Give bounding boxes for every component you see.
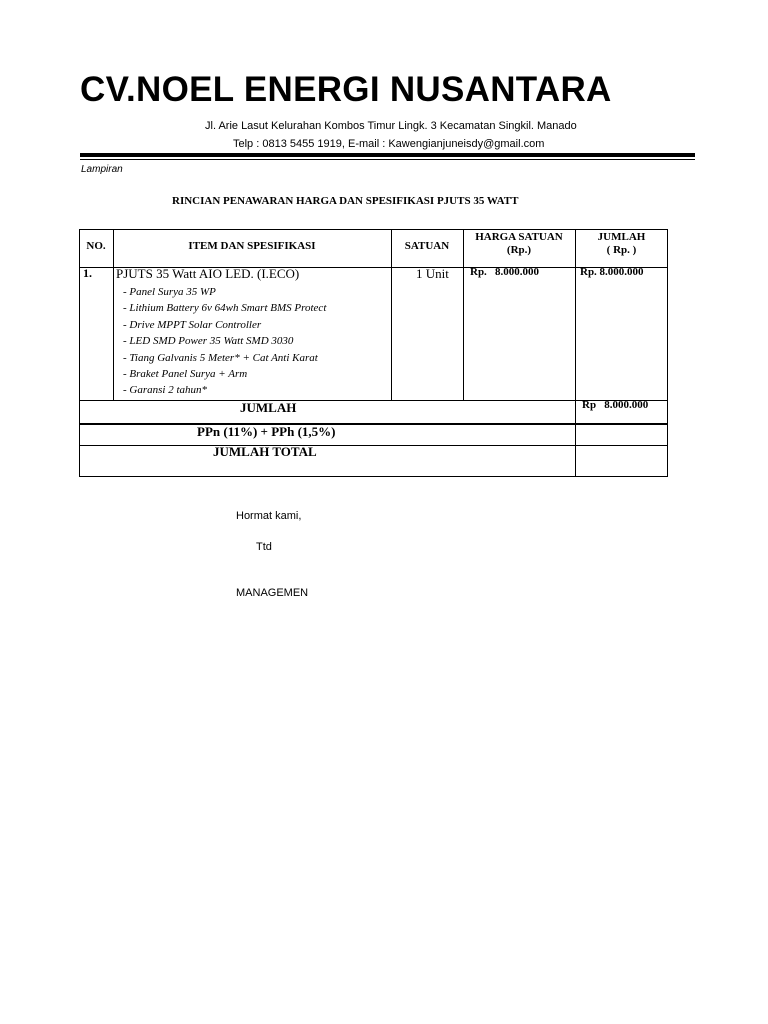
col-divider-harga — [575, 230, 576, 477]
row-satuan: 1 Unit — [416, 266, 449, 281]
spec-item: - Braket Panel Surya + Arm — [123, 368, 248, 381]
header-divider-thick — [80, 153, 695, 157]
spec-item: - LED SMD Power 35 Watt SMD 3030 — [123, 335, 294, 348]
header-divider-thin — [80, 159, 695, 160]
spec-item: - Drive MPPT Solar Controller — [123, 318, 262, 331]
company-name: CV.NOEL ENERGI NUSANTARA — [80, 70, 612, 109]
table-row-divider — [80, 400, 667, 401]
ttd-text: Ttd — [256, 541, 272, 553]
summary-jumlah-label: JUMLAH — [240, 400, 297, 415]
header-harga-line1: HARGA SATUAN — [475, 231, 563, 243]
company-address: Jl. Arie Lasut Kelurahan Kombos Timur Lingk. 3 Kecamatan Singkil. Manado — [205, 120, 577, 132]
row-no: 1. — [83, 266, 92, 280]
row-jumlah: Rp. 8.000.000 — [580, 266, 644, 278]
summary-jumlah-value: Rp 8.000.000 — [582, 399, 649, 411]
header-jumlah-line2: ( Rp. ) — [606, 244, 637, 256]
company-contact: Telp : 0813 5455 1919, E-mail : Kawengianjuneisdy@gmail.com — [233, 138, 545, 150]
summary-total-label: JUMLAH TOTAL — [213, 444, 317, 459]
header-satuan: SATUAN — [404, 240, 450, 252]
signatory-name: MANAGEMEN — [236, 587, 309, 599]
col-divider-no — [113, 230, 114, 400]
row-harga: Rp. 8.000.000 — [470, 266, 540, 278]
spec-item: - Panel Surya 35 WP — [123, 286, 216, 298]
table-jumlah-divider — [80, 423, 667, 425]
spec-item: - Tiang Galvanis 5 Meter* + Cat Anti Karat — [123, 351, 318, 364]
closing-text: Hormat kami, — [236, 510, 302, 522]
col-divider-item — [391, 230, 392, 400]
table-tax-divider — [80, 445, 667, 446]
document-title: RINCIAN PENAWARAN HARGA DAN SPESIFIKASI PJUTS 35 WATT — [172, 195, 519, 207]
lampiran-label: Lampiran — [81, 164, 123, 175]
header-jumlah-line1: JUMLAH — [597, 231, 646, 243]
header-harga-line2: (Rp.) — [506, 244, 532, 256]
spec-list — [123, 284, 326, 399]
summary-tax-label: PPn (11%) + PPh (1,5%) — [197, 424, 336, 439]
row-item-name: PJUTS 35 Watt AIO LED. (I.ECO) — [116, 266, 300, 281]
header-item: ITEM DAN SPESIFIKASI — [188, 240, 316, 252]
spec-item: - Lithium Battery 6v 64wh Smart BMS Protect — [123, 302, 327, 315]
spec-item: - Garansi 2 tahun* — [123, 384, 208, 397]
header-harga — [463, 231, 575, 257]
header-no: NO. — [86, 240, 106, 252]
header-jumlah — [575, 231, 668, 257]
